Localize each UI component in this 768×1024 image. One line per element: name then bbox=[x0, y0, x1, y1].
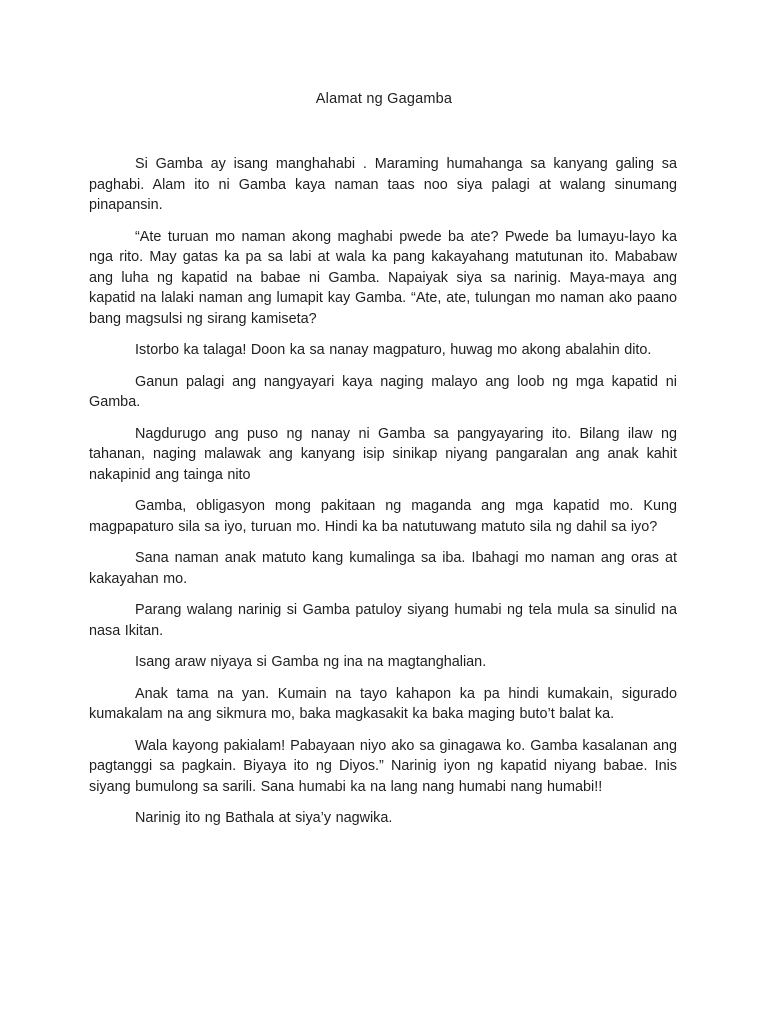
paragraph-10: Anak tama na yan. Kumain na tayo kahapon ka pa hindi kumakain, sigurado kumakalam na ang sikmura mo, baka magkasakit ka baka maging buto’t balat ka. bbox=[89, 685, 677, 722]
document-title: Alamat ng Gagamba bbox=[315, 91, 453, 107]
paragraph-6: Gamba, obligasyon mong pakitaan ng maganda ang mga kapatid mo. Kung magpapaturo sila sa iyo, turuan mo. Hindi ka ba natutuwang matuto sila ng dahil sa iyo? bbox=[89, 498, 677, 535]
paragraph-3: Istorbo ka talaga! Doon ka sa nanay magpaturo, huwag mo akong abalahin dito. bbox=[135, 342, 652, 358]
paragraph-8: Parang walang narinig si Gamba patuloy siyang humabi ng tela mula sa sinulid na nasa Ikitan. bbox=[89, 602, 677, 639]
paragraph-11: Wala kayong pakialam! Pabayaan niyo ako sa ginagawa ko. Gamba kasalanan ang pagtanggi sa pagkain. Biyaya ito ng Diyos.” Narinig iyon ng kapatid niyang babae. Inis siyang bumulong sa sarili. Sana humabi ka na lang nang humabi nang humabi!! bbox=[89, 737, 677, 795]
document-body bbox=[89, 154, 677, 840]
paragraph-5: Nagdurugo ang puso ng nanay ni Gamba sa pangyayaring ito. Bilang ilaw ng tahanan, naging malawak ang kanyang isip sinikap niyang pangaralan ang anak kahit nakapinid ang tainga nito bbox=[89, 425, 677, 483]
paragraph-7: Sana naman anak matuto kang kumalinga sa iba. Ibahagi mo naman ang oras at kakayahan mo. bbox=[89, 550, 677, 587]
paragraph-1: Si Gamba ay isang manghahabi . Maraming humahanga sa kanyang galing sa paghabi. Alam ito ni Gamba kaya naman taas noo siya palagi at walang sinumang pinapansin. bbox=[89, 156, 677, 213]
paragraph-4: Ganun palagi ang nangyayari kaya naging malayo ang loob ng mga kapatid ni Gamba. bbox=[89, 373, 677, 410]
paragraph-12: Narinig ito ng Bathala at siya’y nagwika. bbox=[135, 810, 393, 826]
paragraph-9: Isang araw niyaya si Gamba ng ina na magtanghalian. bbox=[135, 654, 487, 670]
paragraph-2: “Ate turuan mo naman akong maghabi pwede ba ate? Pwede ba lumayu-layo ka nga rito. May gatas ka pa sa labi at wala ka pang kakayahang matutunan ito. Mababaw ang luha ng kapatid na babae ni Gamba. Napaiyak siya sa narinig. Maya-maya ang kapatid na lalaki naman ang lumapit kay Gamba. “Ate, ate, tulungan mo naman ako paano bang magsulsi ng sirang kamiseta? bbox=[89, 228, 677, 327]
